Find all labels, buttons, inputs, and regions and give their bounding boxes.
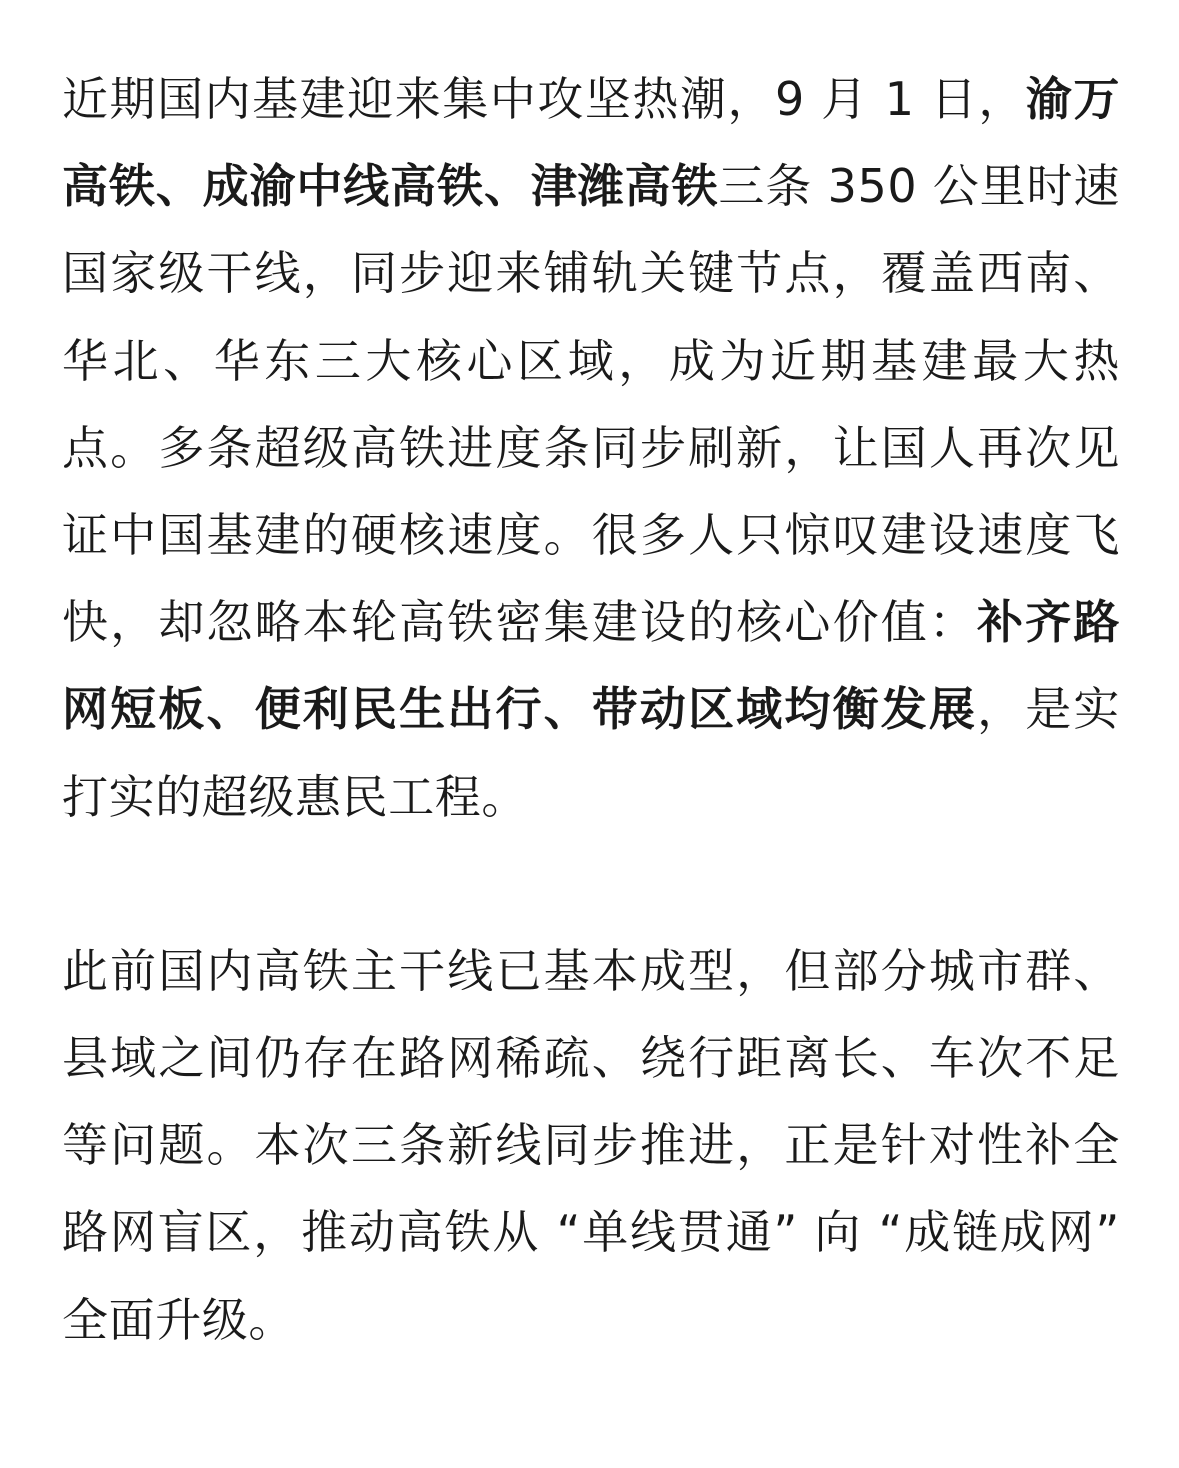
paragraph-1-text-1: 近期国内基建迎来集中攻坚热潮，9 月 1 日， (62, 72, 1026, 126)
highlight-core-value: 补齐路网短板、便利民生出行、带动区域均衡发展 (62, 595, 1120, 737)
highlight-rail-lines: 渝万高铁、成渝中线高铁、津潍高铁 (62, 72, 1120, 214)
paragraph-1-text-3: ，是实打实的超级惠民工程。 (62, 682, 1120, 824)
article-paragraph-2: 此前国内高铁主干线已基本成型，但部分城市群、县域之间仍存在路网稀疏、绕行距离长、车次不足等问题。本次三条新线同步推进，正是针对性补全路网盲区，推动高铁从 “单线贯通” 向 “成链成网” 全面升级。 (62, 943, 1120, 1347)
article-body (62, 56, 1120, 1364)
article-paragraph-1 (62, 56, 1120, 841)
paragraph-1-text-2: 三条 350 公里时速国家级干线，同步迎来铺轨关键节点，覆盖西南、华北、华东三大核心区域，成为近期基建最大热点。多条超级高铁进度条同步刷新，让国人再次见证中国基建的硬核速度。很多人只惊叹建设速度飞快，却忽略本轮高铁密集建设的核心价值： (62, 159, 1120, 650)
